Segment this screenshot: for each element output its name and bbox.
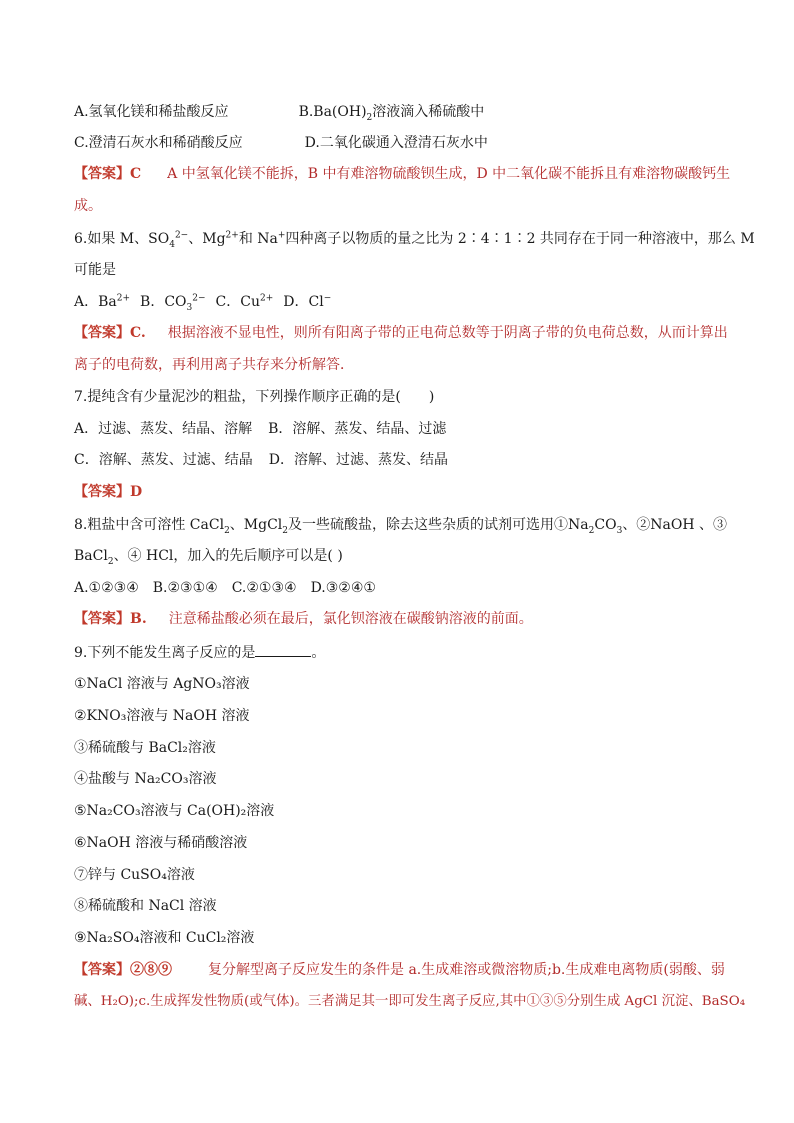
q7-options-row-1	[74, 419, 446, 439]
q9-answer-cont: 碱、H₂O);c.生成挥发性物质(或气体)。三者满足其一即可发生离子反应,其中①③⑤分别生成 AgCl 沉淀、BaSO₄	[74, 994, 746, 1009]
q9-stem: 9.下列不能发生离子反应的是 。	[74, 642, 325, 663]
q6-option-d: D．Cl−	[283, 293, 332, 310]
q7-options-row-2	[74, 450, 448, 470]
q5-answer-text: A 中氢氧化镁不能拆，B 中有难溶物硫酸钡生成，D 中二氧化碳不能拆且有难溶物碳酸钙生	[167, 166, 731, 182]
q8-answer-text: 注意稀盐酸必须在最后，氯化钡溶液在碳酸钠溶液的前面。	[168, 611, 533, 627]
q5-answer-label: 【答案】C	[74, 166, 142, 182]
q9-answer	[74, 960, 725, 980]
q6-stem: 6.如果 M、$SO_4^{2-}$、$Mg^{2+}$和 Na+四种离子以物质的量之比为 2∶4∶1∶2 共同存在于同一种溶液中，那么 M	[74, 230, 755, 250]
q8-answer-label: 【答案】B.	[74, 611, 147, 627]
q7-option-d: D．溶解、过滤、蒸发、结晶	[268, 452, 448, 468]
q9-item: ⑤Na₂CO₃溶液与 Ca(OH)₂溶液	[74, 803, 275, 819]
q6-answer	[74, 323, 728, 343]
q6-option-a: A．$Ba^{2+}$	[74, 293, 131, 310]
q9-item: ⑨Na₂SO₄溶液和 CuCl₂溶液	[74, 930, 255, 946]
q9-item: ④盐酸与 Na₂CO₃溶液	[74, 771, 217, 787]
q5-answer-cont: 成。	[74, 198, 102, 214]
q5-option-d: D.二氧化碳通入澄清石灰水中	[304, 135, 488, 151]
q5-option-a: A.氢氧化镁和稀盐酸反应	[74, 104, 229, 120]
q5-answer	[74, 164, 730, 184]
q6-stem-cont: 可能是	[74, 262, 116, 278]
q7-answer	[74, 482, 142, 502]
q6-option-c: C．$Cu^{2+}$	[215, 293, 274, 310]
q7-option-c: C．溶解、蒸发、过滤、结晶	[74, 452, 253, 468]
q5-option-c: C.澄清石灰水和稀硝酸反应	[74, 135, 243, 151]
q6-answer-text: 根据溶液不显电性，则所有阳离子带的正电荷总数等于阴离子带的负电荷总数，从而计算出	[167, 325, 728, 341]
q5-option-b: $B.Ba(OH)_2$溶液滴入稀硫酸中	[298, 104, 485, 123]
q8-stem-cont: BaCl$_2$、④ HCl，加入的先后顺序可以是( )	[74, 548, 343, 567]
q6-option-b: B．$CO_3^{2-}$	[140, 293, 206, 313]
q7-answer-label: 【答案】D	[74, 484, 143, 500]
q7-option-b: B．溶解、蒸发、结晶、过滤	[268, 421, 447, 437]
q8-options: A.①②③④ B.②③①④ C.②①③④ D.③②④①	[74, 580, 376, 596]
q9-item: ②KNO₃溶液与 NaOH 溶液	[74, 708, 250, 724]
q9-answer-label: 【答案】②⑧⑨	[74, 962, 172, 978]
q9-item: ③稀硫酸与 BaCl₂溶液	[74, 740, 216, 756]
q5-options-row-1	[74, 102, 484, 122]
answer-blank	[255, 642, 311, 657]
q6-answer-cont: 离子的电荷数，再利用离子共存来分析解答．	[74, 357, 354, 373]
q9-item: ①NaCl 溶液与 AgNO₃溶液	[74, 676, 250, 692]
q9-item: ⑥NaOH 溶液与稀硝酸溶液	[74, 835, 248, 851]
q7-stem: 7.提纯含有少量泥沙的粗盐，下列操作顺序正确的是( )	[74, 389, 435, 405]
q6-answer-label: 【答案】C.	[74, 325, 146, 341]
q6-options	[74, 292, 331, 312]
q9-item: ⑧稀硫酸和 NaCl 溶液	[74, 898, 217, 914]
q9-item: ⑦锌与 CuSO₄溶液	[74, 867, 195, 883]
q8-stem: 8.粗盐中含可溶性 CaCl$_2$、MgCl$_2$及一些硫酸盐，除去这些杂质的试剂可选用$①Na_2CO_3$、②NaOH 、③	[74, 517, 728, 536]
q8-answer	[74, 609, 533, 629]
q5-options-row-2	[74, 133, 488, 153]
q9-answer-text: 复分解型离子反应发生的条件是 a.生成难溶或微溶物质;b.生成难电离物质(弱酸、弱	[208, 962, 725, 978]
q7-option-a: A．过滤、蒸发、结晶、溶解	[74, 421, 253, 437]
